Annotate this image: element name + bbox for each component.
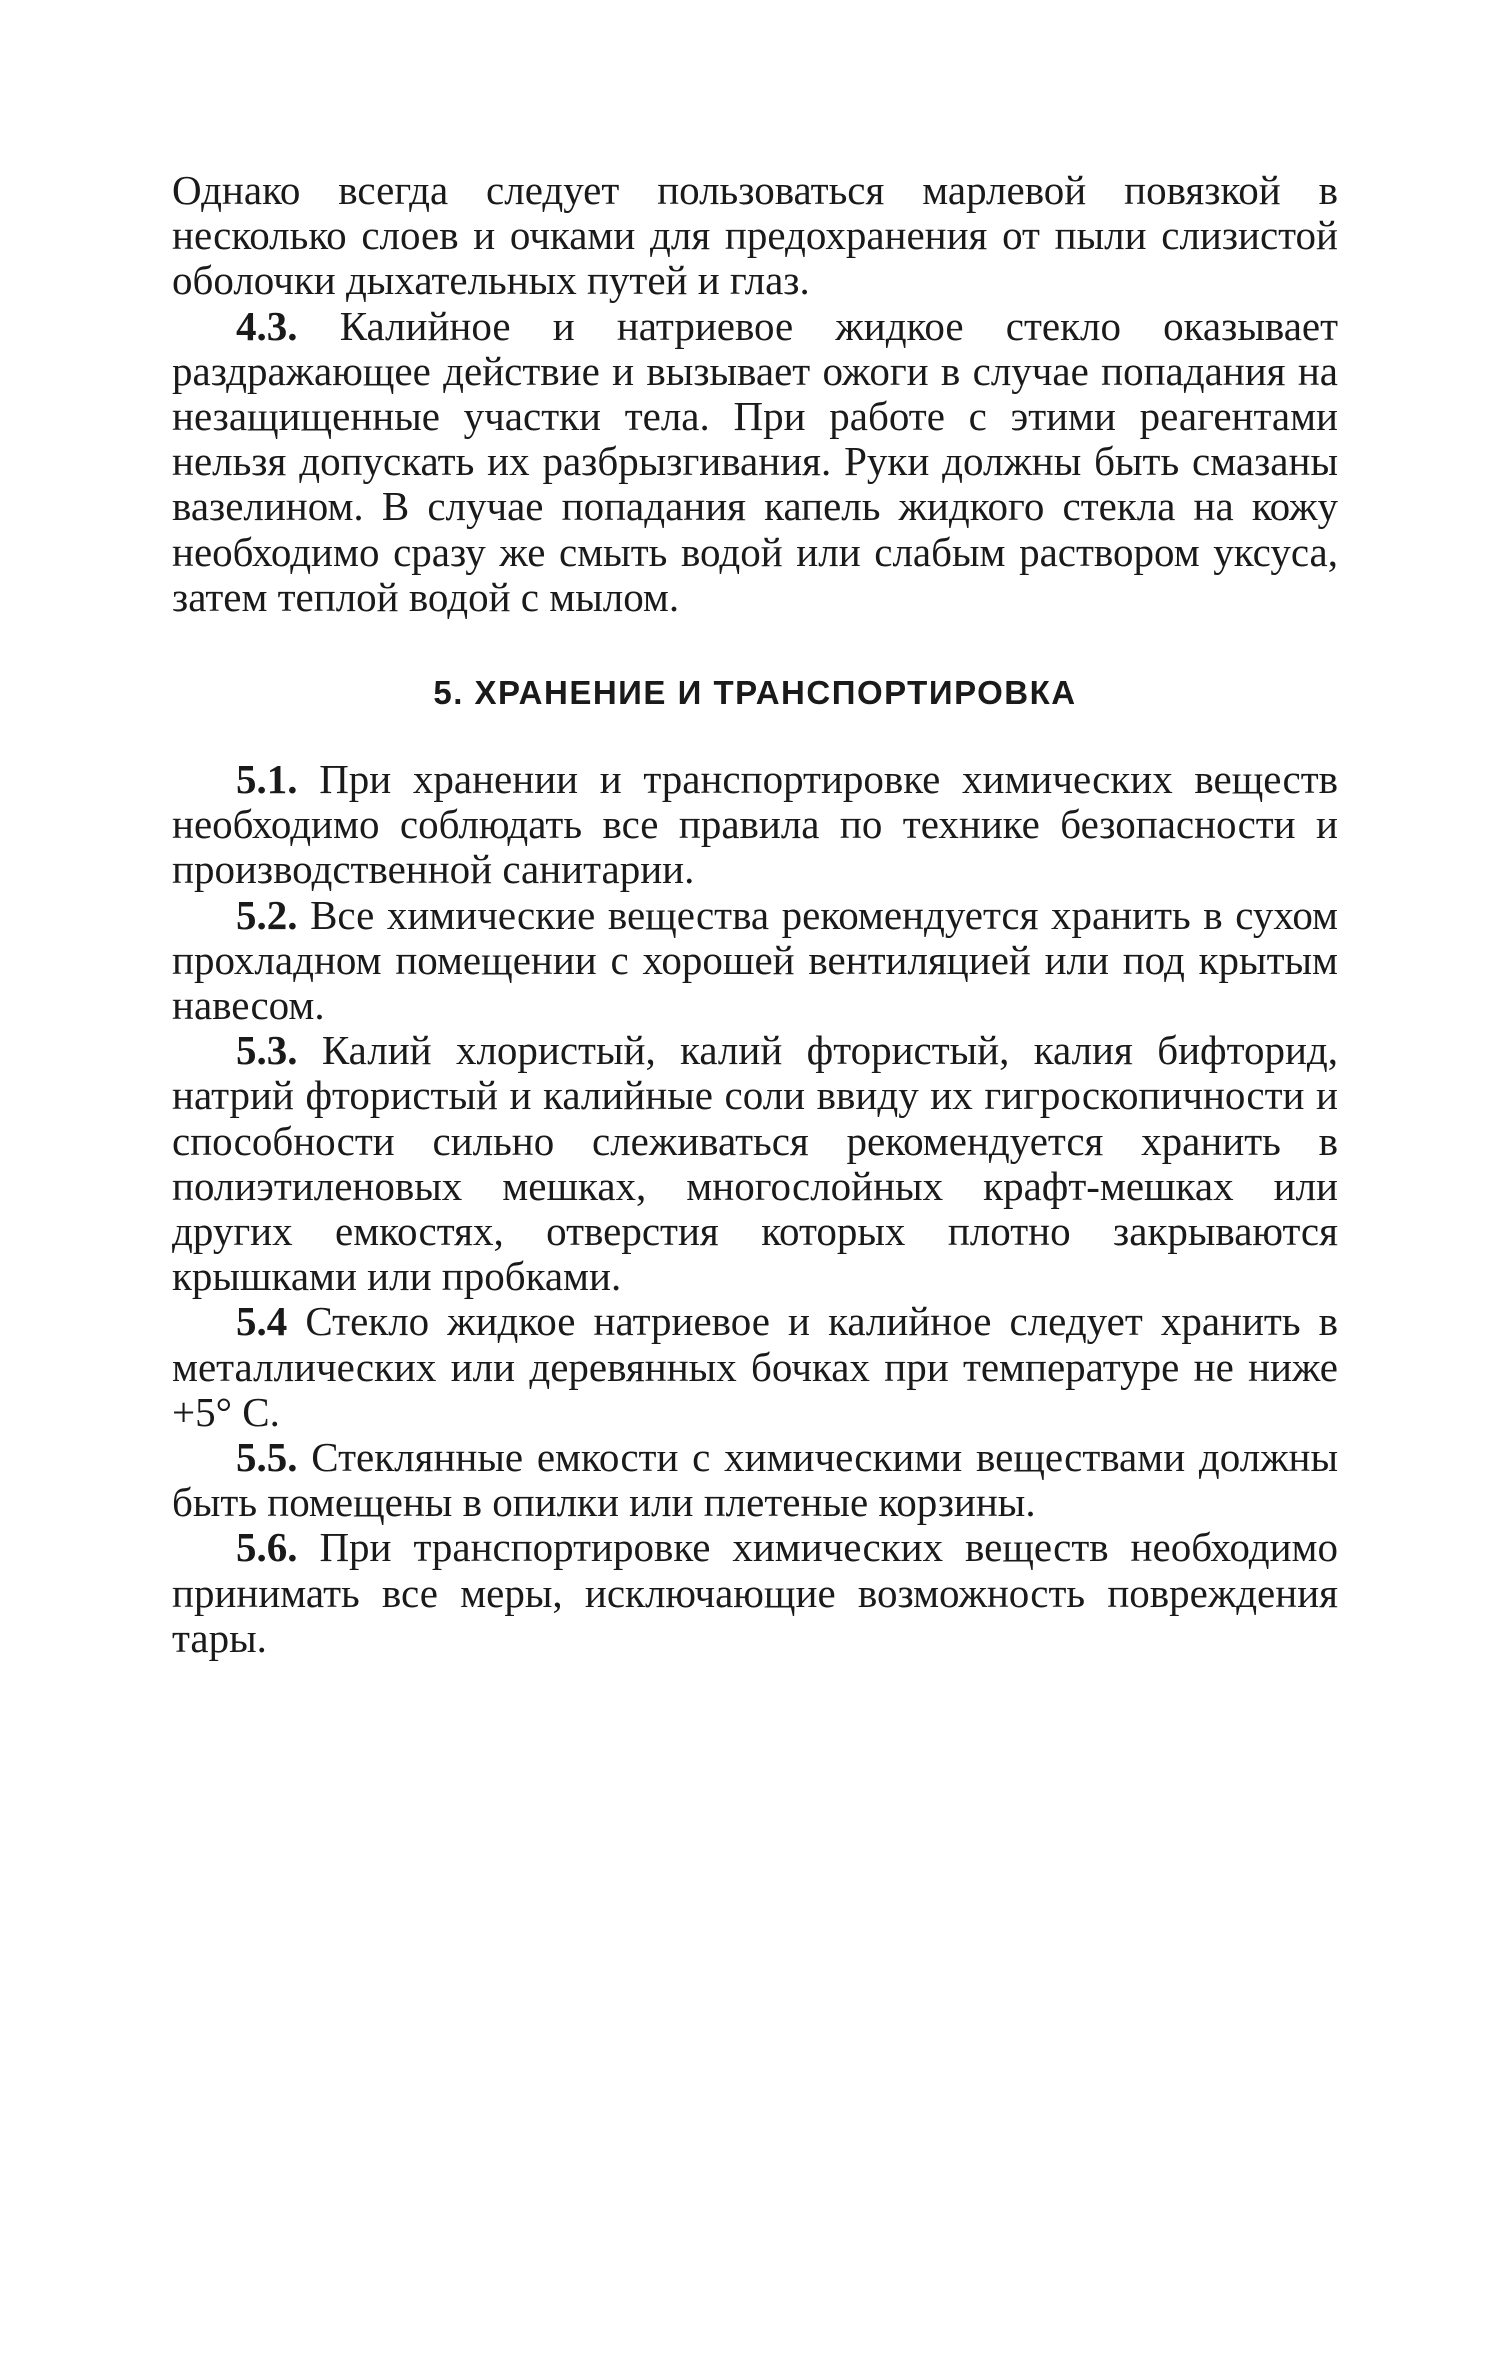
- paragraph-number: 5.5.: [236, 1434, 298, 1481]
- paragraph-number: 5.4: [236, 1298, 288, 1345]
- paragraph-text: При транспортировке химических веществ необходимо принимать все меры, исключающие возможность повреждения тары.: [172, 1524, 1338, 1661]
- paragraph-text: Стеклянные емкости с химическими веществами должны быть помещены в опилки или плетеные корзины.: [172, 1434, 1339, 1526]
- paragraph-text: Калийное и натриевое жидкое стекло оказывает раздражающее действие и вызывает ожоги в случае попадания на незащищенные участки тела. При работе с этими реагентами нельзя допускать их разбрызгивания. Руки должны быть смазаны вазелином. В случае попадания капель жидкого стекла на кожу необходимо сразу же смыть водой или слабым раствором уксуса, затем теплой водой с мылом.: [172, 302, 1339, 620]
- paragraph-text: Стекло жидкое натриевое и калийное следует хранить в металлических или деревянных бочках при температуре не ниже +5° С.: [172, 1298, 1339, 1435]
- paragraph-5-5: [172, 1435, 1338, 1525]
- paragraph-number: 5.2.: [236, 891, 298, 938]
- paragraph-number: 5.6.: [236, 1524, 298, 1571]
- paragraph-text: При хранении и транспортировке химических веществ необходимо соблюдать все правила по технике безопасности и производственной санитарии.: [172, 756, 1339, 893]
- paragraph-text: Калий хлористый, калий фтористый, калия бифторид, натрий фтористый и калийные соли ввиду их гигроскопичности и способности сильно слеживаться рекомендуется хранить в полиэтиленовых мешках, многослойных крафт-мешках или других емкостях, отверстия которых плотно закрываются крышками или пробками.: [172, 1027, 1339, 1300]
- paragraph-number: 5.3.: [236, 1027, 298, 1074]
- paragraph-5-1: [172, 757, 1338, 893]
- paragraph-4-3: [172, 304, 1338, 620]
- paragraph-5-6: [172, 1525, 1338, 1661]
- paragraph-5-4: [172, 1299, 1338, 1435]
- paragraph-number: 4.3.: [236, 302, 298, 349]
- document-page: [172, 168, 1338, 1661]
- paragraph-text: Все химические вещества рекомендуется хранить в сухом прохладном помещении с хорошей вентиляцией или под крытым навесом.: [172, 891, 1338, 1029]
- section-heading: 5. ХРАНЕНИЕ И ТРАНСПОРТИРОВКА: [433, 674, 1077, 712]
- intro-paragraph: Однако всегда следует пользоваться марлевой повязкой в несколько слоев и очками для предохранения от пыли слизистой оболочки дыхательных путей и глаз.: [172, 167, 1338, 304]
- paragraph-number: 5.1.: [236, 756, 298, 803]
- paragraph-5-2: [172, 893, 1338, 1029]
- paragraph-5-3: [172, 1028, 1338, 1299]
